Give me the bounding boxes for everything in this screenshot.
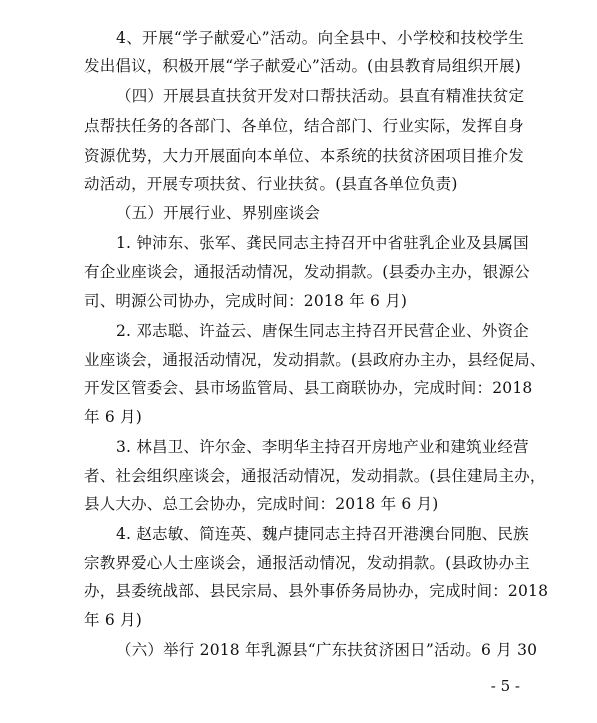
paragraph-line: 发出倡议，积极开展“学子献爱心”活动。(由县教育局组织开展)	[84, 57, 521, 75]
paragraph-line: 年 6 月)	[84, 611, 142, 629]
paragraph-line: 开发区管委会、县市场监管局、县工商联协办，完成时间：2018	[84, 379, 533, 397]
section-heading-line: （五）开展行业、界别座谈会	[116, 204, 321, 222]
paragraph-line: 资源优势，大力开展面向本单位、本系统的扶贫济困项目推介发	[84, 147, 524, 165]
paragraph-line: 司、明源公司协办，完成时间：2018 年 6 月)	[84, 292, 408, 310]
paragraph-line: 有企业座谈会，通报活动情况，发动捐款。(县委办主办，银源公	[84, 263, 530, 281]
paragraph-line: 1. 钟沛东、张军、龚民同志主持召开中省驻乳企业及县属国	[116, 234, 529, 252]
paragraph-line: 4. 赵志敏、简连英、魏卢捷同志主持召开港澳台同胞、民族	[116, 525, 529, 543]
section-heading-line: （四）开展县直扶贫开发对口帮扶活动。县直有精准扶贫定	[116, 87, 525, 105]
paragraph-line: 4、开展“学子献爱心”活动。向全县中、小学校和技校学生	[116, 29, 524, 47]
paragraph-line: 年 6 月)	[84, 408, 142, 426]
paragraph-line: 2. 邓志聪、许益云、唐保生同志主持召开民营企业、外资企	[116, 322, 529, 340]
paragraph-line: 县人大办、总工会协办，完成时间：2018 年 6 月)	[84, 495, 439, 513]
paragraph-line: 3. 林昌卫、许尔金、李明华主持召开房地产业和建筑业经营	[116, 438, 529, 456]
page-number: - 5 -	[490, 677, 520, 695]
paragraph-line: （六）举行 2018 年乳源县“广东扶贫济困日”活动。6 月 30	[116, 641, 538, 659]
paragraph-line: 者、社会组织座谈会，通报活动情况，发动捐款。(县住建局主办，	[84, 467, 546, 485]
paragraph-line: 宗教界爱心人士座谈会，通报活动情况，发动捐款。(县政协办主	[84, 554, 530, 572]
paragraph-line: 办，县委统战部、县民宗局、县外事侨务局协办，完成时间：2018	[84, 582, 549, 600]
paragraph-line: 业座谈会，通报活动情况，发动捐款。(县政府办主办，县经促局、	[84, 351, 546, 369]
paragraph-line: 点帮扶任务的各部门、各单位，结合部门、行业实际，发挥自身	[84, 117, 524, 135]
paragraph-line: 动活动，开展专项扶贫、行业扶贫。(县直各单位负责)	[84, 175, 458, 193]
